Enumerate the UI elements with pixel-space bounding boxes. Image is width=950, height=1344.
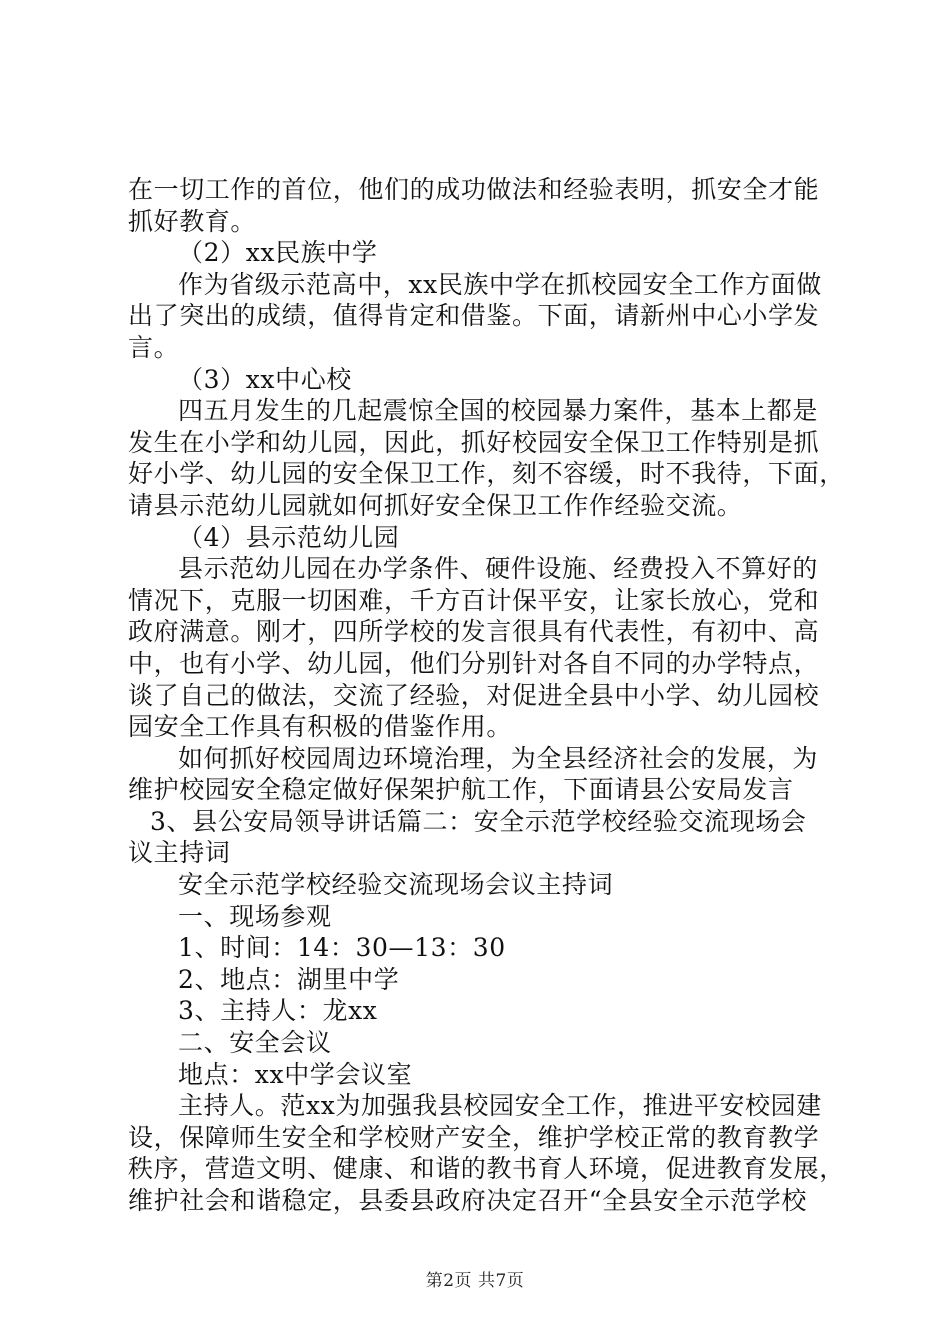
text-line: 情况下，克服一切困难，千方百计保平安，让家长放心，党和 bbox=[128, 585, 820, 615]
text-line: 维护校园安全稳定做好保架护航工作，下面请县公安局发言 bbox=[128, 775, 794, 805]
text-line: 秩序，营造文明、健康、和谐的教书育人环境，促进教育发展， bbox=[128, 1154, 845, 1184]
text-line: 言。 bbox=[128, 332, 180, 362]
text-line: 地点：xx中学会议室 bbox=[178, 1059, 413, 1089]
text-line: 安全示范学校经验交流现场会议主持词 bbox=[178, 870, 614, 900]
text-line: 设，保障师生安全和学校财产安全，维护学校正常的教育教学 bbox=[128, 1122, 820, 1152]
text-line: 2、地点：湖里中学 bbox=[178, 964, 400, 994]
text-line: 县示范幼儿园在办学条件、硬件设施、经费投入不算好的 bbox=[178, 554, 819, 584]
text-line: 3、主持人：龙xx bbox=[178, 996, 378, 1026]
text-line: 如何抓好校园周边环境治理，为全县经济社会的发展，为 bbox=[178, 743, 819, 773]
text-line: 3、县公安局领导讲话篇二：安全示范学校经验交流现场会 bbox=[150, 806, 807, 836]
text-line: 在一切工作的首位，他们的成功做法和经验表明，抓安全才能 bbox=[128, 175, 820, 204]
text-line: （2）xx民族中学 bbox=[178, 238, 378, 268]
text-line: 二、安全会议 bbox=[178, 1028, 332, 1058]
page-footer: 第2页 共7页 bbox=[425, 1271, 525, 1291]
text-line: 好小学、幼儿园的安全保卫工作，刻不容缓，时不我待，下面， bbox=[128, 459, 845, 489]
document-body bbox=[128, 174, 845, 1217]
text-line: 出了突出的成绩，值得肯定和借鉴。下面，请新州中心小学发 bbox=[128, 301, 820, 331]
text-line: 抓好教育。 bbox=[128, 206, 257, 236]
text-line: 一、现场参观 bbox=[178, 901, 332, 931]
text-line: 作为省级示范高中，xx民族中学在抓校园安全工作方面做 bbox=[178, 269, 822, 299]
text-line: 中，也有小学、幼儿园，他们分别针对各自不同的办学特点， bbox=[128, 648, 820, 678]
text-line: 1、时间：14：30—13：30 bbox=[178, 933, 506, 963]
text-line: 请县示范幼儿园就如何抓好安全保卫工作作经验交流。 bbox=[128, 490, 743, 520]
text-line: 主持人。范xx为加强我县校园安全工作，推进平安校园建 bbox=[178, 1091, 822, 1121]
text-line: 发生在小学和幼儿园，因此，抓好校园安全保卫工作特别是抓 bbox=[128, 427, 820, 457]
text-line: 维护社会和谐稳定，县委县政府决定召开“全县安全示范学校 bbox=[128, 1186, 807, 1215]
text-line: （3）xx中心校 bbox=[178, 364, 352, 394]
text-line: （4）县示范幼儿园 bbox=[178, 522, 400, 552]
text-line: 园安全工作具有积极的借鉴作用。 bbox=[128, 712, 513, 742]
text-line: 四五月发生的几起震惊全国的校园暴力案件，基本上都是 bbox=[178, 396, 819, 426]
text-line: 政府满意。刚才，四所学校的发言很具有代表性，有初中、高 bbox=[128, 617, 820, 647]
text-line: 议主持词 bbox=[128, 838, 231, 868]
text-line: 谈了自己的做法，交流了经验，对促进全县中小学、幼儿园校 bbox=[128, 680, 820, 710]
